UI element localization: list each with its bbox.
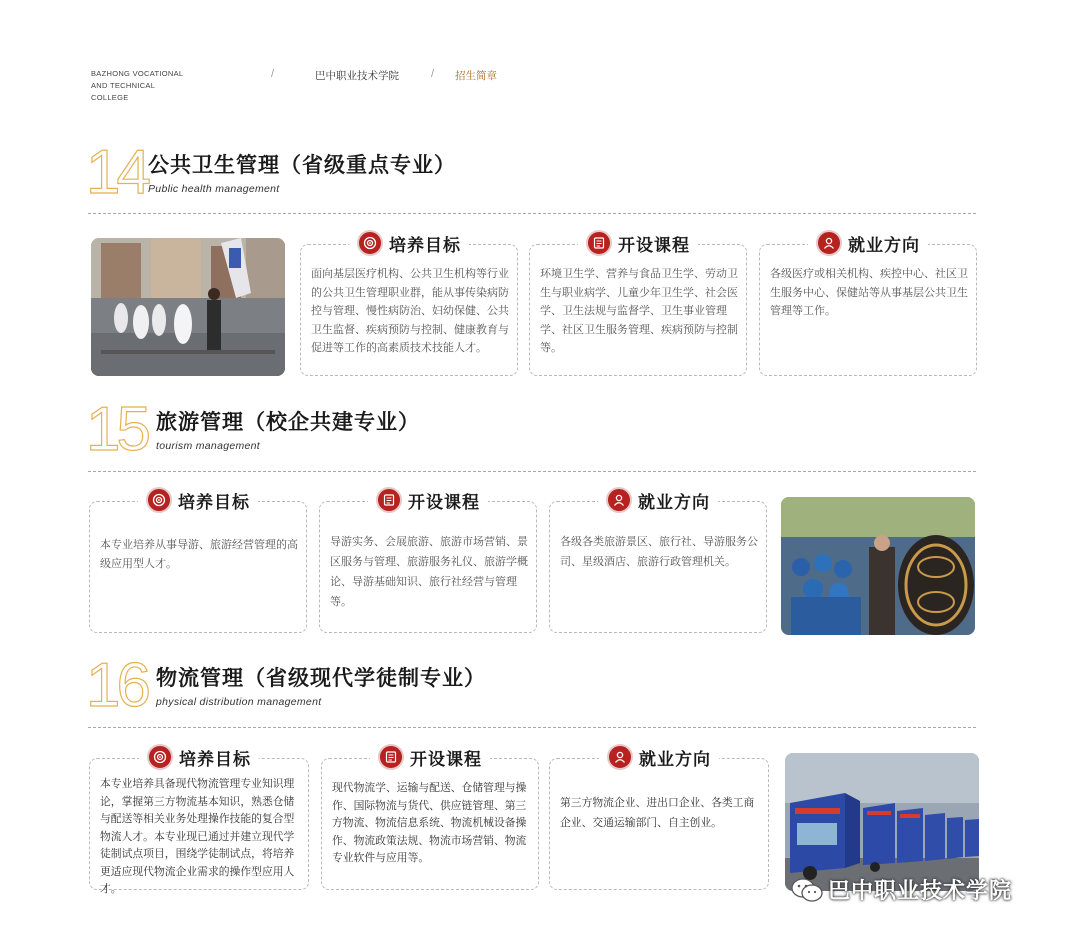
card-title: 就业方向 [639, 749, 711, 770]
cultivation-goal-card [89, 749, 309, 895]
wechat-watermark [790, 874, 1012, 905]
section-subtitle: Public health management [148, 183, 280, 195]
health-workers-photo [91, 238, 285, 376]
card-text: 第三方物流企业、进出口企业、各类工商企业、交通运输部门、自主创业。 [560, 796, 755, 829]
section-header [86, 138, 976, 207]
card-text: 导游实务、会展旅游、旅游市场营销、景区服务与管理、旅游服务礼仪、旅游学概论、导游基础知识、旅行社经营与管理等。 [330, 535, 528, 608]
section-title: 旅游管理（校企共建专业） [156, 410, 420, 434]
employment-card [759, 235, 977, 376]
breadcrumb-separator: / [271, 68, 275, 80]
employment-card [549, 492, 767, 633]
book-icon [586, 230, 612, 256]
card-title: 开设课程 [618, 235, 690, 256]
person-icon [607, 744, 633, 770]
cultivation-goal-card [89, 492, 307, 633]
section-number: 15 [86, 395, 147, 464]
section-header [86, 651, 976, 720]
target-icon [146, 487, 172, 513]
courses-card [319, 492, 537, 633]
employment-card [549, 749, 769, 890]
section-divider [88, 727, 976, 728]
book-icon [376, 487, 402, 513]
wechat-icon [790, 877, 824, 903]
section-divider [88, 471, 976, 472]
card-title: 开设课程 [410, 749, 482, 770]
person-icon [816, 230, 842, 256]
book-icon [378, 744, 404, 770]
card-title: 培养目标 [389, 235, 461, 256]
tourism-students-photo [781, 497, 975, 635]
card-title: 培养目标 [179, 749, 251, 770]
section-title: 公共卫生管理（省级重点专业） [148, 153, 456, 177]
person-icon [606, 487, 632, 513]
breadcrumb-current: 招生简章 [455, 70, 497, 82]
courses-card [529, 235, 747, 376]
section-number: 16 [86, 651, 147, 720]
watermark-text: 巴中职业技术学院 [828, 879, 1013, 904]
section-divider [88, 213, 976, 214]
card-text: 本专业培养具备现代物流管理专业知识理论，掌握第三方物流基本知识，熟悉仓储与配送等相关业务处理操作技能的复合型物流人才。本专业现已通过并建立现代学徒制试点项目，围绕学徒制试点，将培养更适应现代物流企业需求的操作型应用人才。 [100, 777, 295, 895]
card-title: 就业方向 [638, 492, 710, 513]
target-icon [357, 230, 383, 256]
card-text: 面向基层医疗机构、公共卫生机构等行业的公共卫生管理职业群，能从事传染病防控与管理、慢性病防治、妇幼保健、公共卫生监督、疾病预防与控制、健康教育与促进等工作的高素质技术技能人才。 [311, 267, 509, 354]
section-header [86, 395, 976, 464]
college-english-name [91, 68, 183, 104]
card-title: 培养目标 [178, 492, 250, 513]
section-number: 14 [86, 138, 147, 207]
card-title: 开设课程 [408, 492, 480, 513]
logistics-trucks-photo [785, 753, 979, 891]
section-title: 物流管理（省级现代学徒制专业） [156, 666, 486, 690]
college-en-line: COLLEGE [91, 93, 129, 102]
target-icon [147, 744, 173, 770]
page-header [91, 68, 991, 108]
card-text: 各级各类旅游景区、旅行社、导游服务公司、星级酒店、旅游行政管理机关。 [560, 535, 758, 568]
section-subtitle: tourism management [156, 440, 261, 452]
card-text: 环境卫生学、营养与食品卫生学、劳动卫生与职业病学、儿童少年卫生学、社会医学、卫生法规与监督学、卫生事业管理学、社区卫生服务管理、疾病预防与控制等。 [540, 267, 738, 354]
cultivation-goal-card [300, 235, 518, 376]
college-en-line: BAZHONG VOCATIONAL [91, 69, 184, 78]
breadcrumb-college[interactable]: 巴中职业技术学院 [315, 70, 399, 82]
card-title: 就业方向 [848, 235, 920, 256]
college-en-line: AND TECHNICAL [91, 81, 156, 90]
card-text: 本专业培养从事导游、旅游经营管理的高级应用型人才。 [100, 538, 298, 570]
card-text: 各级医疗或相关机构、疾控中心、社区卫生服务中心、保健站等从事基层公共卫生管理等工作。 [770, 267, 968, 317]
card-text: 现代物流学、运输与配送、仓储管理与操作、国际物流与货代、供应链管理、第三方物流、物流信息系统、物流机械设备操作、物流政策法规、物流市场营销、物流专业软件与应用等。 [332, 781, 527, 864]
courses-card [321, 749, 539, 890]
breadcrumb-separator: / [431, 68, 435, 80]
section-subtitle: physical distribution management [156, 696, 322, 708]
